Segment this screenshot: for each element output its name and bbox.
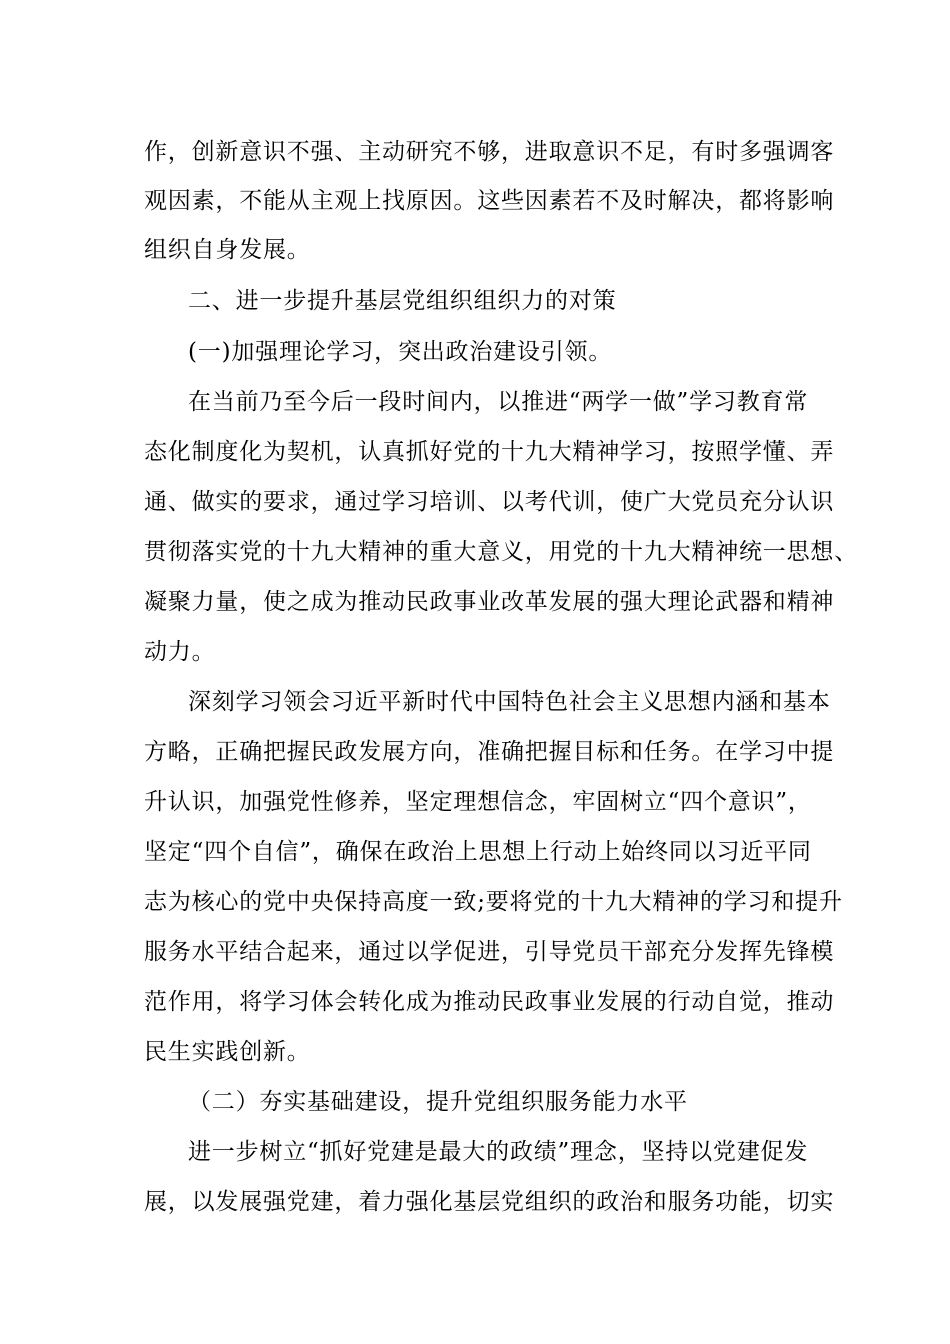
text-line: 展，以发展强党建，着力强化基层党组织的政治和服务功能，切实 — [144, 1189, 835, 1215]
text-line: 范作用，将学习体会转化成为推动民政事业发展的行动自觉，推动 — [144, 989, 835, 1015]
paragraph-first-line: 进一步树立“抓好党建是最大的政绩”理念，坚持以党建促发 — [188, 1139, 809, 1165]
text-line: 贯彻落实党的十九大精神的重大意义，用党的十九大精神统一思想、 — [144, 539, 858, 565]
subsection-heading: （二）夯实基础建设，提升党组织服务能力水平 — [188, 1089, 688, 1115]
paragraph-first-line: 深刻学习领会习近平新时代中国特色社会主义思想内涵和基本 — [188, 689, 831, 715]
section-heading: 二、进一步提升基层党组织组织力的对策 — [188, 288, 617, 314]
subsection-heading: (一)加强理论学习，突出政治建设引领。 — [188, 339, 613, 365]
text-line: 坚定“四个自信”，确保在政治上思想上行动上始终同以习近平同 — [144, 839, 812, 865]
text-line: 志为核心的党中央保持高度一致;要将党的十九大精神的学习和提升 — [144, 889, 843, 915]
text-line: 动力。 — [144, 639, 216, 665]
text-line: 组织自身发展。 — [144, 237, 311, 263]
text-line: 观因素，不能从主观上找原因。这些因素若不及时解决，都将影响 — [144, 188, 835, 214]
text-line: 方略，正确把握民政发展方向，准确把握目标和任务。在学习中提 — [144, 739, 835, 765]
text-line: 作，创新意识不强、主动研究不够，进取意识不足，有时多强调客 — [144, 139, 835, 165]
text-line: 民生实践创新。 — [144, 1039, 311, 1065]
text-line: 通、做实的要求，通过学习培训、以考代训，使广大党员充分认识 — [144, 489, 835, 515]
text-line: 凝聚力量，使之成为推动民政事业改革发展的强大理论武器和精神 — [144, 589, 835, 615]
paragraph-first-line: 在当前乃至今后一段时间内，以推进“两学一做”学习教育常 — [188, 389, 809, 415]
text-line: 态化制度化为契机，认真抓好党的十九大精神学习，按照学懂、弄 — [144, 439, 835, 465]
text-line: 服务水平结合起来，通过以学促进，引导党员干部充分发挥先锋模 — [144, 939, 835, 965]
text-line: 升认识，加强党性修养，坚定理想信念，牢固树立“四个意识”， — [144, 789, 812, 815]
